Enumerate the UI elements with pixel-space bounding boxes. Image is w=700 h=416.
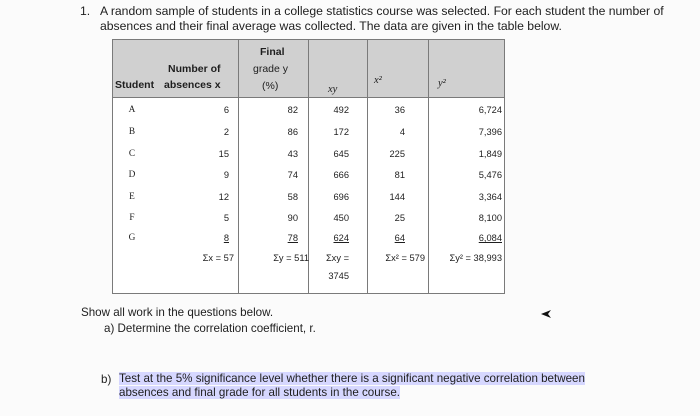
row-b-x: 2 [223, 127, 229, 137]
row-d-x: 9 [223, 170, 229, 180]
row-f-xy: 450 [333, 213, 349, 223]
header-absences-line2: absences x [164, 79, 221, 91]
question-text: A random sample of students in a college statistics course was selected. For each student the number of absences and their final average was collected. The data are given in the table below. [100, 4, 664, 33]
row-e-x2: 144 [389, 192, 405, 202]
row-g-student: G [128, 233, 136, 243]
row-a-xy: 492 [333, 105, 349, 115]
row-e-student: E [129, 192, 135, 202]
row-d-student: D [128, 170, 136, 180]
data-table [112, 39, 505, 294]
row-e-x: 12 [218, 192, 229, 202]
total-y2: Σy² = 38,993 [449, 253, 502, 263]
row-e-xy: 696 [333, 192, 349, 202]
question-b-label: b) [101, 373, 112, 386]
question-number: 1. [80, 4, 91, 18]
total-xy: Σxy = [325, 253, 349, 263]
row-g-x: 8 [223, 233, 229, 243]
header-student: Student [115, 79, 155, 91]
row-c-xy: 645 [333, 149, 349, 159]
arrow-cursor-icon [541, 310, 551, 318]
row-a-y: 82 [287, 105, 298, 115]
row-d-x2: 81 [394, 170, 405, 180]
row-a-x2: 36 [394, 105, 405, 115]
header-grade-line1: Final [260, 46, 285, 58]
row-c-y2: 1,849 [478, 149, 502, 159]
row-a-x: 6 [223, 105, 229, 115]
row-a-student: A [128, 105, 136, 115]
header-y2: y² [438, 78, 446, 89]
row-b-xy: 172 [333, 127, 349, 137]
total-xy-value: 3745 [328, 271, 349, 281]
row-f-y2: 8,100 [478, 213, 502, 223]
row-f-x: 5 [223, 213, 229, 223]
row-c-x2: 225 [389, 149, 405, 159]
row-g-x2: 64 [394, 233, 405, 243]
total-x2: Σx² = 579 [385, 253, 425, 263]
header-grade-line3: (%) [262, 80, 279, 92]
row-d-y2: 5,476 [478, 170, 502, 180]
header-absences-line1: Number of [168, 63, 221, 75]
row-b-student: B [128, 127, 136, 137]
row-e-y2: 3,364 [478, 192, 502, 202]
row-b-y2: 7,396 [478, 127, 502, 137]
instructions: Show all work in the questions below. [81, 306, 274, 319]
row-f-y: 90 [287, 213, 298, 223]
row-g-y: 78 [287, 233, 298, 243]
row-c-x: 15 [218, 149, 229, 159]
row-c-y: 43 [287, 149, 298, 159]
row-d-xy: 666 [333, 170, 349, 180]
total-x: Σx = 57 [202, 253, 234, 263]
row-c-student: C [128, 149, 136, 159]
header-xy: xy [328, 84, 338, 95]
row-g-xy: 624 [333, 233, 349, 243]
row-b-y: 86 [287, 127, 298, 137]
total-y: Σy = 511 [273, 253, 309, 263]
header-grade-line2: grade y [253, 63, 289, 75]
question-b-highlighted-text: Test at the 5% significance level whether there is a significant negative correlation between absences and final grade for all students in the course. [119, 372, 585, 399]
question-b [119, 372, 585, 399]
row-d-y: 74 [287, 170, 298, 180]
row-a-y2: 6,724 [478, 105, 502, 115]
row-f-x2: 25 [394, 213, 405, 223]
question-a: a) Determine the correlation coefficient, r. [104, 322, 316, 335]
row-b-x2: 4 [399, 127, 405, 137]
row-e-y: 58 [287, 192, 298, 202]
row-g-y2: 6,084 [478, 233, 502, 243]
header-x2: x² [374, 75, 382, 86]
row-f-student: F [129, 213, 135, 223]
